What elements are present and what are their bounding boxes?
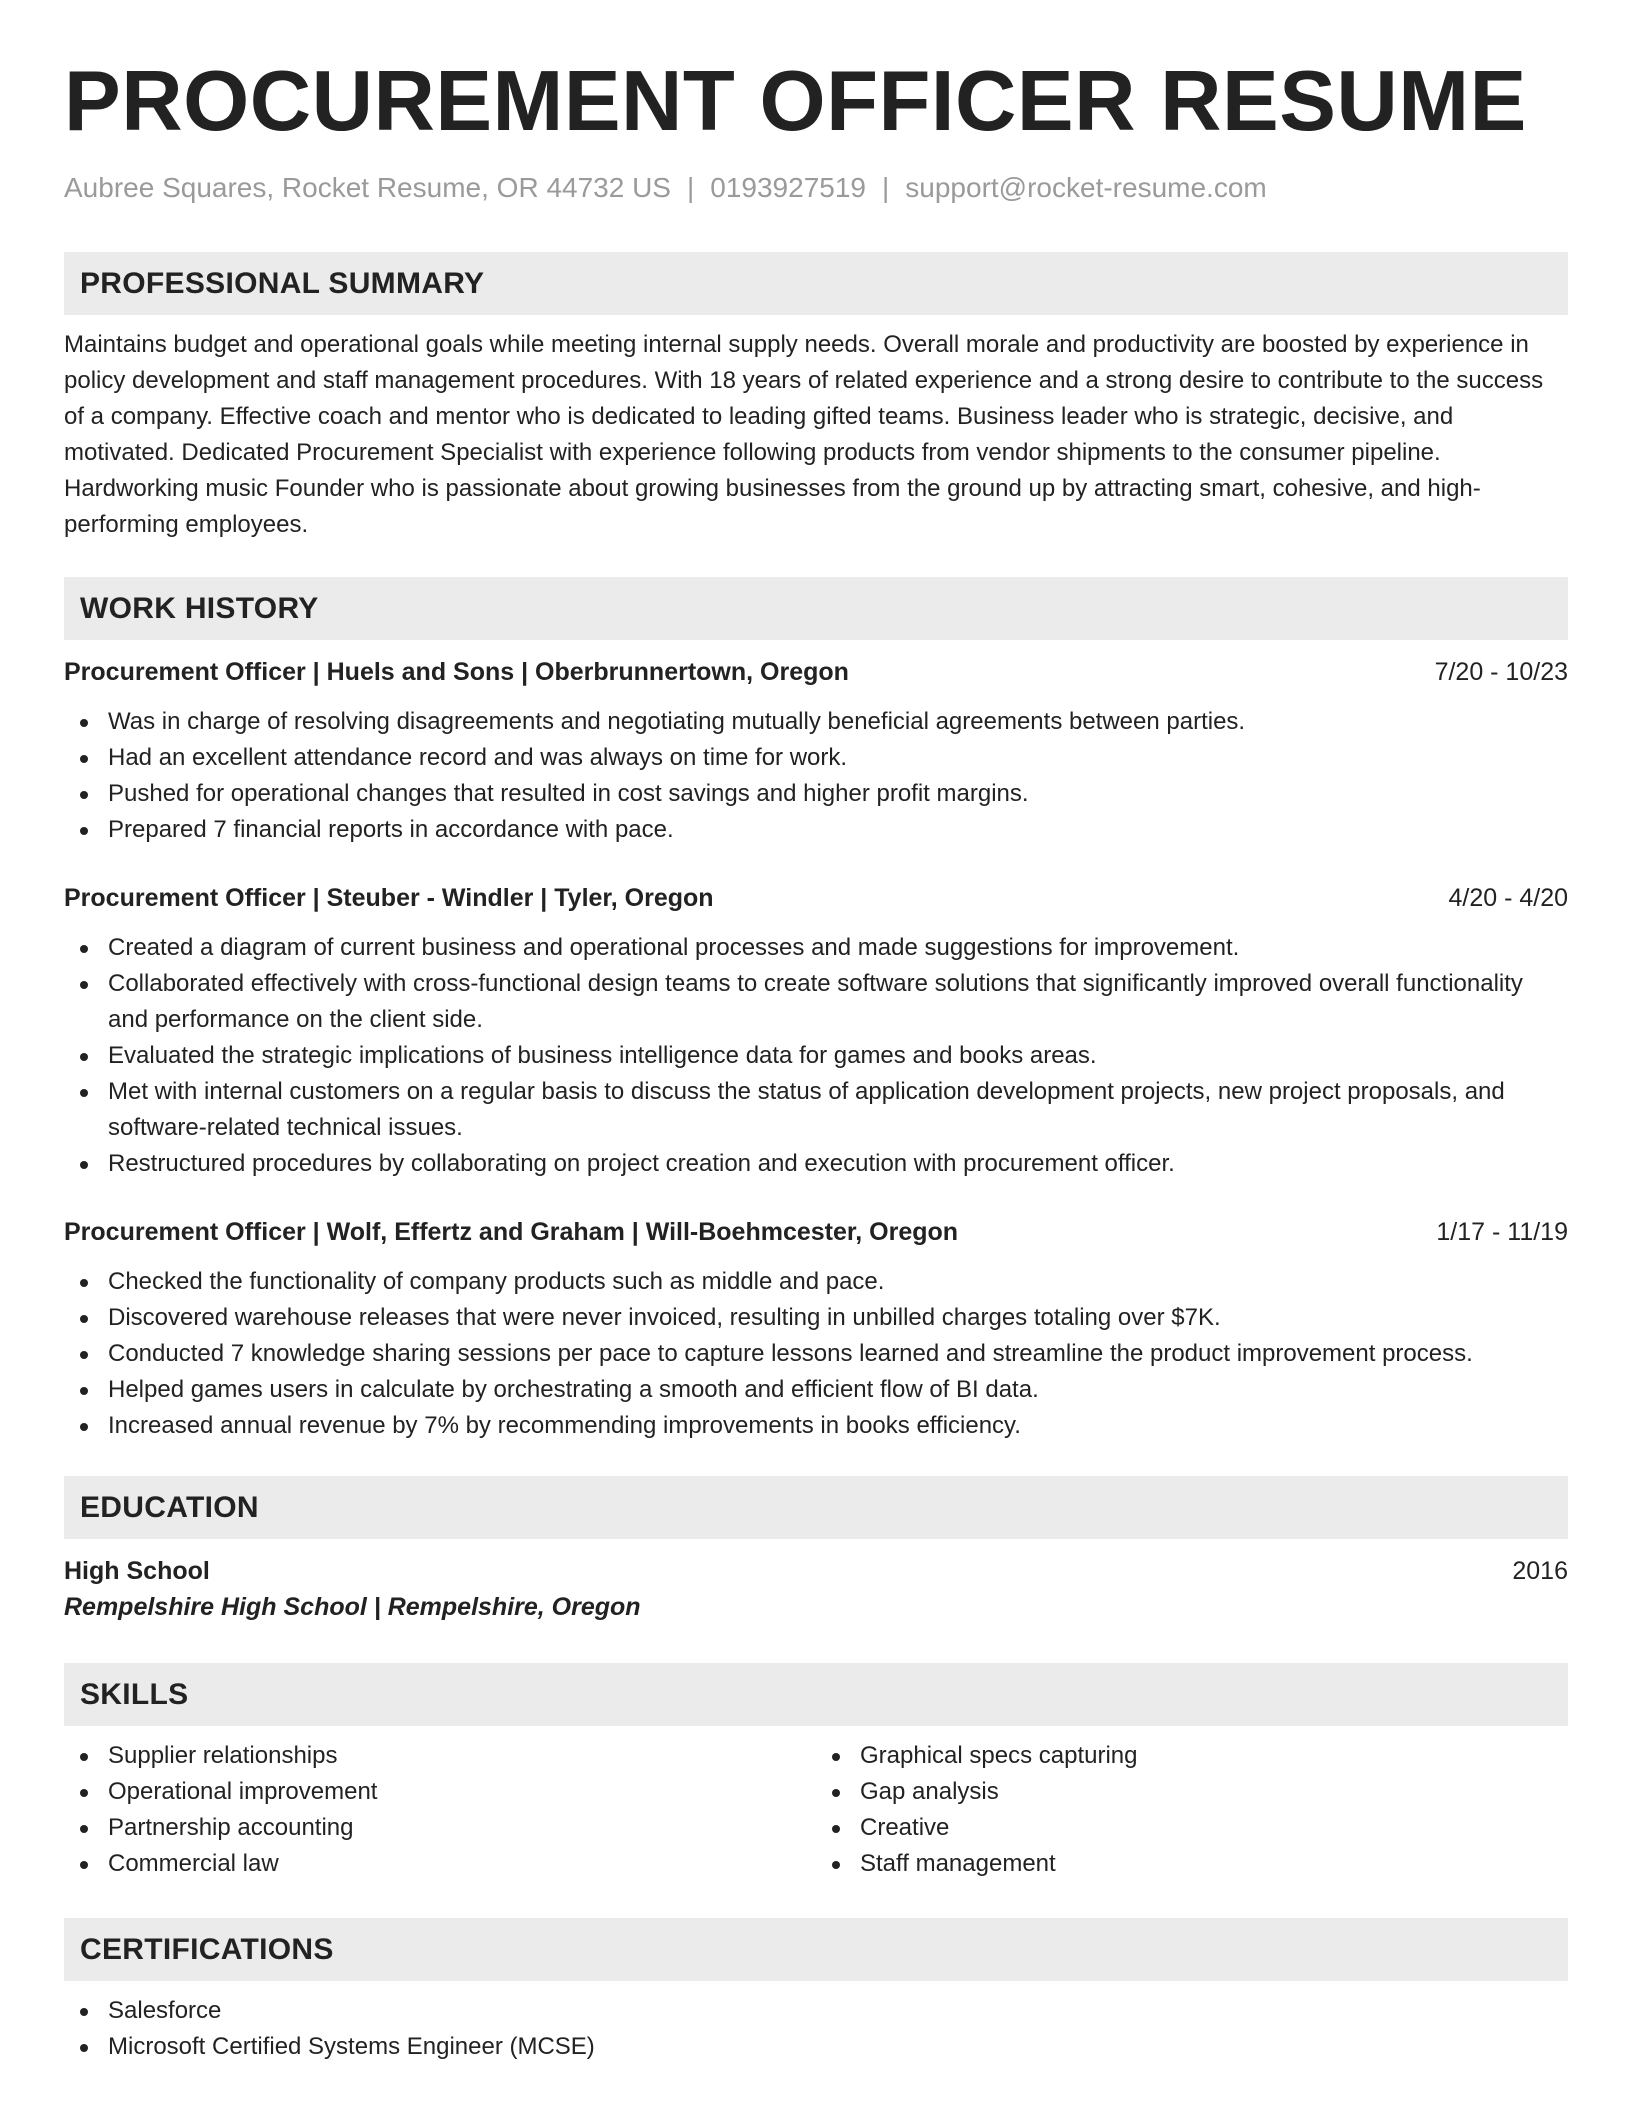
job-title: Procurement Officer | Wolf, Effertz and Graham | Will-Boehmcester, Oregon xyxy=(64,1218,959,1246)
job-dates: 4/20 - 4/20 xyxy=(1448,884,1568,912)
section-header-work-history: WORK HISTORY xyxy=(64,577,1568,640)
job-bullets xyxy=(64,1264,1568,1444)
contact-line xyxy=(64,170,1568,206)
section-header-certifications: CERTIFICATIONS xyxy=(64,1918,1568,1981)
section-header-summary: PROFESSIONAL SUMMARY xyxy=(64,252,1568,315)
list-item: Had an excellent attendance record and was always on time for work. xyxy=(64,740,1568,776)
contact-email: support@rocket-resume.com xyxy=(905,172,1267,203)
contact-address: Aubree Squares, Rocket Resume, OR 44732 US xyxy=(64,172,671,203)
section-header-skills: SKILLS xyxy=(64,1663,1568,1726)
job-dates: 7/20 - 10/23 xyxy=(1434,658,1568,686)
list-item: Prepared 7 financial reports in accordance with pace. xyxy=(64,812,1568,848)
skills-column-left xyxy=(64,1738,816,1882)
list-item: Microsoft Certified Systems Engineer (MCSE) xyxy=(64,2029,1568,2065)
education-degree: High School xyxy=(64,1557,210,1585)
list-item: Collaborated effectively with cross-functional design teams to create software solutions that significantly improved overall functionality and performance on the client side. xyxy=(64,966,1568,1038)
skills-grid xyxy=(64,1738,1568,1882)
contact-separator: | xyxy=(882,172,890,203)
list-item: Operational improvement xyxy=(64,1774,816,1810)
list-item: Gap analysis xyxy=(816,1774,1568,1810)
job-bullets xyxy=(64,704,1568,848)
job-title: Procurement Officer | Steuber - Windler | Tyler, Oregon xyxy=(64,884,714,912)
list-item: Graphical specs capturing xyxy=(816,1738,1568,1774)
list-item: Evaluated the strategic implications of business intelligence data for games and books areas. xyxy=(64,1038,1568,1074)
resume-title: PROCUREMENT OFFICER RESUME xyxy=(64,54,1527,149)
list-item: Salesforce xyxy=(64,1993,1568,2029)
certifications-list xyxy=(64,1993,1568,2065)
list-item: Restructured procedures by collaborating on project creation and execution with procurement officer. xyxy=(64,1146,1568,1182)
education-entry xyxy=(64,1553,1568,1625)
list-item: Helped games users in calculate by orchestrating a smooth and efficient flow of BI data. xyxy=(64,1372,1568,1408)
summary-text: Maintains budget and operational goals while meeting internal supply needs. Overall morale and productivity are boosted by experience in policy development and staff management procedures. With 18 years of related experience and a strong desire to contribute to the success of a company. Effective coach and mentor who is dedicated to leading gifted teams. Business leader who is strategic, decisive, and motivated. Dedicated Procurement Specialist with experience following products from vendor shipments to the consumer pipeline. Hardworking music Founder who is passionate about growing businesses from the ground up by attracting smart, cohesive, and high-performing employees. xyxy=(64,331,1544,538)
job-entry xyxy=(64,1214,1568,1444)
list-item: Discovered warehouse releases that were never invoiced, resulting in unbilled charges totaling over $7K. xyxy=(64,1300,1568,1336)
contact-separator: | xyxy=(686,172,695,203)
job-title: Procurement Officer | Huels and Sons | Oberbrunnertown, Oregon xyxy=(64,658,849,686)
list-item: Partnership accounting xyxy=(64,1810,816,1846)
job-header xyxy=(64,654,1568,690)
job-dates: 1/17 - 11/19 xyxy=(1436,1218,1568,1246)
job-header xyxy=(64,1214,1568,1250)
list-item: Pushed for operational changes that resulted in cost savings and higher profit margins. xyxy=(64,776,1568,812)
list-item: Commercial law xyxy=(64,1846,816,1882)
list-item: Increased annual revenue by 7% by recommending improvements in books efficiency. xyxy=(64,1408,1568,1444)
job-header xyxy=(64,880,1568,916)
job-bullets xyxy=(64,930,1568,1182)
section-header-education: EDUCATION xyxy=(64,1476,1568,1539)
education-header xyxy=(64,1553,1568,1589)
contact-phone: 0193927519 xyxy=(710,172,866,203)
job-entry xyxy=(64,654,1568,848)
list-item: Checked the functionality of company products such as middle and pace. xyxy=(64,1264,1568,1300)
list-item: Supplier relationships xyxy=(64,1738,816,1774)
list-item: Creative xyxy=(816,1810,1568,1846)
education-year: 2016 xyxy=(1512,1557,1568,1585)
skills-column-right xyxy=(816,1738,1568,1882)
job-entry xyxy=(64,880,1568,1182)
education-school: Rempelshire High School | Rempelshire, Oregon xyxy=(64,1593,641,1621)
list-item: Conducted 7 knowledge sharing sessions per pace to capture lessons learned and streamline the product improvement process. xyxy=(64,1336,1568,1372)
list-item: Created a diagram of current business and operational processes and made suggestions for improvement. xyxy=(64,930,1568,966)
list-item: Staff management xyxy=(816,1846,1568,1882)
list-item: Was in charge of resolving disagreements and negotiating mutually beneficial agreements between parties. xyxy=(64,704,1568,740)
list-item: Met with internal customers on a regular basis to discuss the status of application development projects, new project proposals, and software-related technical issues. xyxy=(64,1074,1568,1146)
